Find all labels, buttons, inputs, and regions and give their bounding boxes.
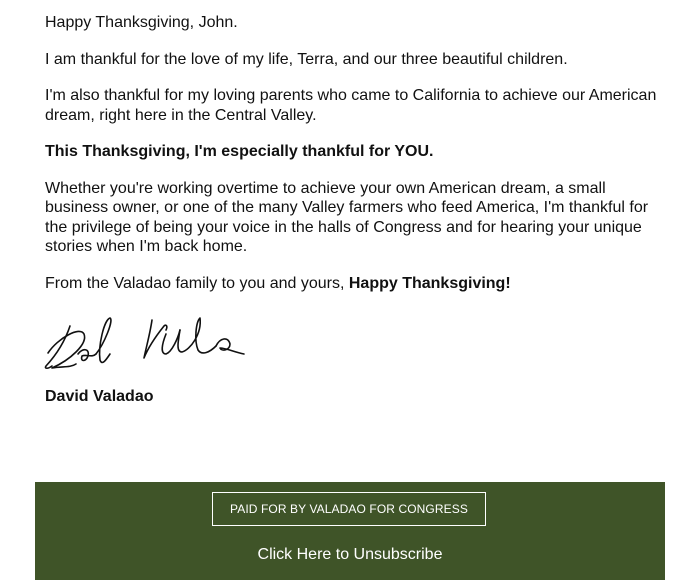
signer-name: David Valadao: [45, 388, 154, 405]
footer: [35, 482, 665, 580]
paragraph-thankful-for-you: [45, 142, 665, 162]
paid-for-disclaimer: PAID FOR BY VALADAO FOR CONGRESS: [212, 492, 486, 526]
handwritten-signature: [40, 308, 260, 378]
closing-text: From the Valadao family to you and yours,: [45, 274, 349, 292]
paragraph-family: I am thankful for the love of my life, Terra, and our three beautiful children.: [45, 50, 568, 68]
paragraph-closing: [45, 274, 665, 294]
bold-thankful-line: This Thanksgiving, I'm especially thankful for YOU.: [45, 143, 434, 160]
letter-body: [45, 13, 665, 310]
greeting: Happy Thanksgiving, John.: [45, 14, 238, 31]
paragraph-parents: I'm also thankful for my loving parents who came to California to achieve our American dream, right here in the Central Valley.: [45, 87, 657, 124]
closing-bold: Happy Thanksgiving!: [348, 274, 511, 292]
unsubscribe-link[interactable]: Click Here to Unsubscribe: [257, 546, 443, 563]
paragraph-constituents: Whether you're working overtime to achieve your own American dream, a small business owner, or one of the many Valley farmers who feed America, I'm thankful for the privilege of being your voice in the halls of Congress and for hearing your unique stories when I'm back home.: [45, 179, 649, 255]
